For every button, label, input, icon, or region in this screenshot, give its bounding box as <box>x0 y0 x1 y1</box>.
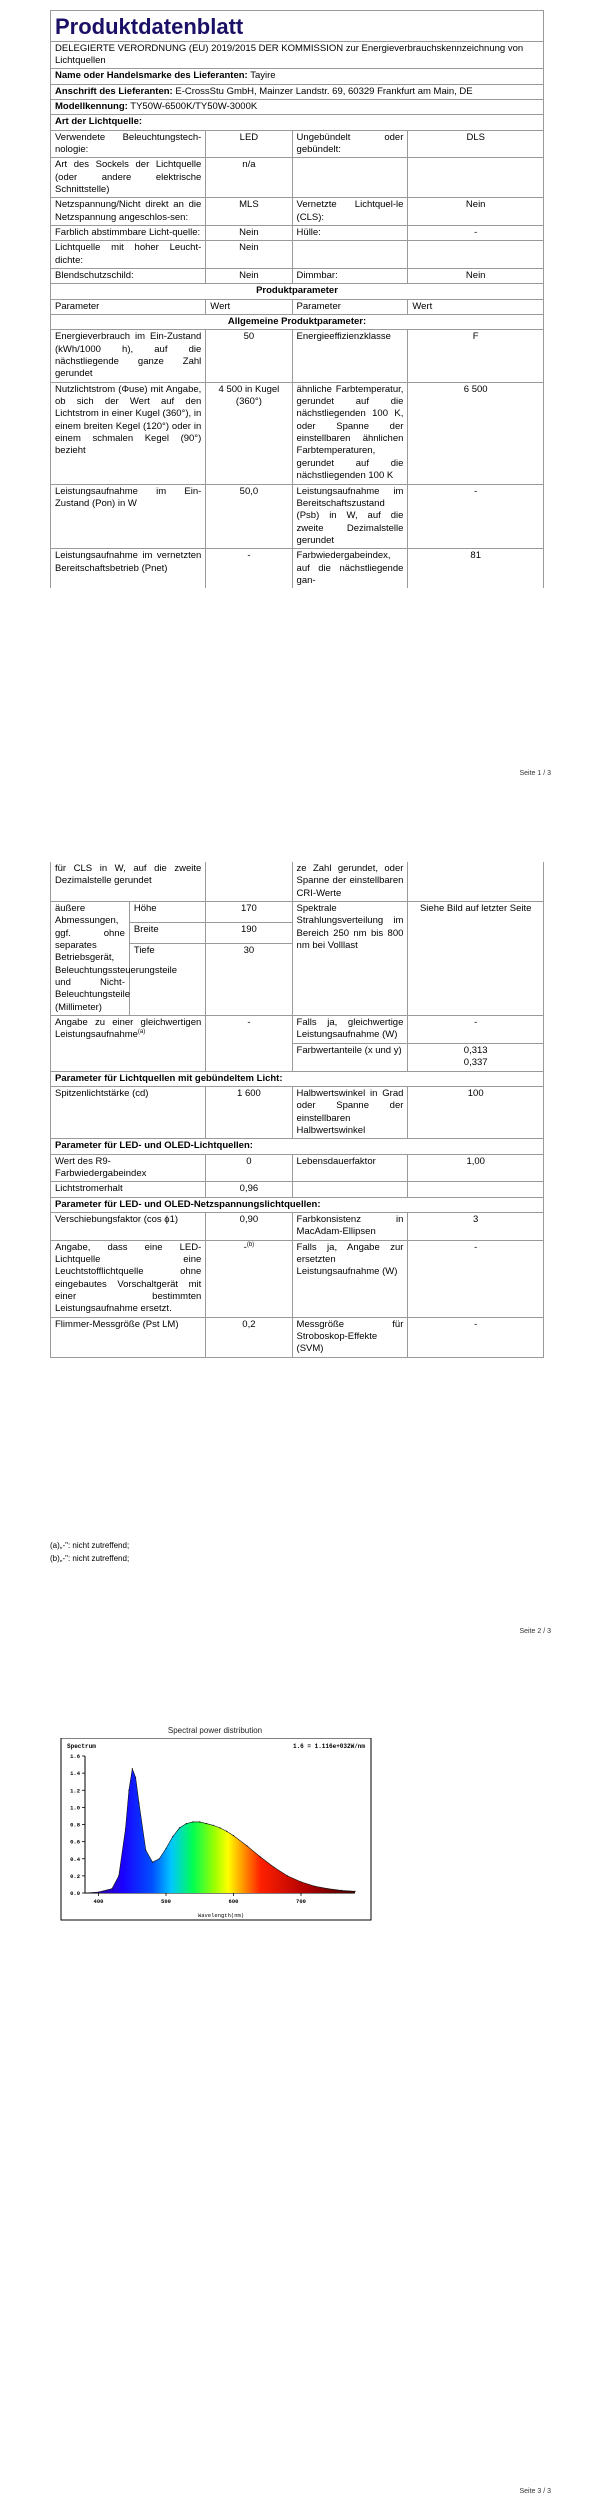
mains-value: MLS <box>206 198 292 226</box>
chart-title: Spectral power distribution <box>167 1726 263 1735</box>
cri-label-continued: ze Zahl gerundet, oder Spanne der einstellbaren CRI-Werte <box>292 862 408 902</box>
energy-consumption-value: 50 <box>206 330 292 382</box>
y-axis-title: Spectrum <box>67 1743 96 1750</box>
flicker-metric-value: 0,2 <box>206 1317 292 1357</box>
cri-label: Farbwiedergabeindex, auf die nächstliegende gan- <box>292 549 408 589</box>
energy-class-value: F <box>408 330 544 382</box>
energy-class-label: Energieeffizienzklasse <box>292 330 408 382</box>
fluorescent-replacement-label: Angabe, dass eine LED-Lichtquelle eine Leuchtstofflichtquelle ohne eingebautes Vorschaltgerät mit einer bestimmten Leistungsaufnahme ersetzt. <box>51 1240 206 1317</box>
lumen-maintenance-label: Lichtstromerhalt <box>51 1182 206 1197</box>
empty-cell <box>206 964 292 1016</box>
brand-row <box>51 69 544 84</box>
peak-intensity-label: Spitzenlichtstärke (cd) <box>51 1086 206 1138</box>
model-value: TY50W-6500K/TY50W-3000K <box>130 100 258 112</box>
useful-flux-label: Nutzlichtstrom (Φuse) mit Angabe, ob sich der Wert auf den Lichtstrom in einer Kugel (360°), in einem breiten Kegel (120°) oder in einem schmalen Kegel (90°) bezieht <box>51 382 206 484</box>
table-row <box>51 1182 544 1197</box>
table-header-row <box>51 299 544 314</box>
spectral-distribution-value: Siehe Bild auf letzter Seite <box>408 902 544 1016</box>
empty-cell <box>292 241 408 269</box>
product-parameters-heading: Produktparameter <box>51 284 544 299</box>
table-row <box>51 330 544 382</box>
spectral-distribution-label: Spektrale Strahlungsverteilung im Bereich 250 nm bis 800 nm bei Volllast <box>292 902 408 1016</box>
spectrum-point <box>159 1858 160 1859</box>
survival-factor-label: Lebensdauerfaktor <box>292 1154 408 1182</box>
chromaticity-x: 0,313 <box>463 1044 488 1056</box>
spectrum-point <box>226 1831 227 1832</box>
spectrum-point <box>172 1836 173 1837</box>
y-tick-label: 0.0 <box>70 1890 80 1897</box>
cri-value: 81 <box>408 549 544 589</box>
table-row <box>51 269 544 284</box>
spectrum-point <box>132 1768 133 1769</box>
spectrum-point <box>233 1835 234 1836</box>
spectrum-point <box>152 1862 153 1863</box>
table-row <box>51 1317 544 1357</box>
spectrum-point <box>145 1850 146 1851</box>
equivalent-power-watts-label: Falls ja, gleichwertige Leistungsaufnahme (W) <box>292 1016 408 1044</box>
table-row <box>51 862 544 902</box>
mains-label: Netzspannung/Nicht direkt an die Netzspannung angeschlos-sen: <box>51 198 206 226</box>
table-row <box>51 1212 544 1240</box>
page-number: Seite 1 / 3 <box>519 770 551 777</box>
beam-angle-label: Halbwertswinkel in Grad oder Spanne der einstellbaren Halbwertswinkel <box>292 1086 408 1138</box>
spectrum-point <box>287 1875 288 1876</box>
displacement-factor-label: Verschiebungsfaktor (cos ϕ1) <box>51 1212 206 1240</box>
column-header-parameter: Parameter <box>292 299 408 314</box>
y-tick-label: 0.6 <box>70 1838 80 1846</box>
spectrum-point <box>138 1803 139 1804</box>
column-header-value: Wert <box>408 299 544 314</box>
y-tick-label: 1.4 <box>70 1770 80 1778</box>
spectrum-point <box>219 1827 220 1828</box>
high-luminance-label: Lichtquelle mit hoher Leucht-dichte: <box>51 241 206 269</box>
model-row <box>51 99 544 114</box>
led-parameters-heading: Parameter für LED- und OLED-Lichtquellen: <box>51 1139 544 1154</box>
peak-intensity-value: 1 600 <box>206 1086 292 1138</box>
colour-tuneable-label: Farblich abstimmbare Licht-quelle: <box>51 225 206 240</box>
anti-glare-label: Blendschutzschild: <box>51 269 206 284</box>
fluorescent-replacement-text: - <box>243 1241 247 1253</box>
envelope-value: - <box>408 225 544 240</box>
r9-label: Wert des R9-Farbwiedergabeindex <box>51 1154 206 1182</box>
spectrum-point <box>118 1875 119 1876</box>
footnote-a: (a)„-": nicht zutreffend; <box>50 1541 130 1550</box>
cap-type-value: n/a <box>206 158 292 198</box>
table-row <box>51 484 544 549</box>
table-row <box>51 225 544 240</box>
standby-power-label: Leistungsaufnahme im Bereitschaftszustand (Psb) in W, auf die zweite Dezimalstelle gerundet <box>292 484 408 549</box>
width-label: Breite <box>129 922 205 943</box>
equivalent-power-text: Angabe zu einer gleichwertigen Leistungsaufnahme <box>55 1017 202 1041</box>
footnote-a-marker: (a) <box>137 1029 146 1036</box>
page-3 <box>0 1650 591 2510</box>
cct-label: ähnliche Farbtemperatur, gerundet auf die nächstliegenden 100 K, oder Spanne der einstellbaren ähnlichen Farbtemperaturen, gerundet auf die nächstliegenden 100 K <box>292 382 408 484</box>
spectrum-point <box>111 1888 112 1889</box>
x-tick-label: 400 <box>93 1898 104 1905</box>
stroboscopic-metric-label: Messgröße für Stroboskop-Effekte (SVM) <box>292 1317 408 1357</box>
depth-label: Tiefe <box>129 943 205 963</box>
x-tick-label: 500 <box>161 1898 171 1905</box>
empty-cell <box>292 158 408 198</box>
spectrum-point <box>199 1821 200 1822</box>
fluorescent-replacement-value <box>206 1240 292 1317</box>
table-row <box>51 1240 544 1317</box>
column-header-parameter: Parameter <box>51 299 206 314</box>
empty-cell <box>292 1182 408 1197</box>
page-2 <box>0 800 591 1650</box>
brand-label: Name oder Handelsmarke des Lieferanten: <box>55 70 248 82</box>
address-row <box>51 84 544 99</box>
chart-formula: 1.6 = 1.116e+032W/nm <box>292 1743 365 1750</box>
empty-cell <box>408 1182 544 1197</box>
height-value: 170 <box>206 902 292 923</box>
colour-tuneable-value: Nein <box>206 225 292 240</box>
spectrum-point <box>165 1848 166 1849</box>
width-value: 190 <box>206 922 292 943</box>
displacement-factor-value: 0,90 <box>206 1212 292 1240</box>
spectrum-point <box>179 1827 180 1828</box>
y-tick-label: 1.6 <box>70 1753 80 1760</box>
directional-value: DLS <box>408 130 544 158</box>
y-tick-label: 0.4 <box>70 1855 80 1863</box>
table-row <box>51 198 544 226</box>
column-header-value: Wert <box>206 299 292 314</box>
connected-label: Vernetzte Lichtquel-le (CLS): <box>292 198 408 226</box>
y-tick-label: 0.8 <box>70 1821 80 1829</box>
spectrum-point <box>300 1881 301 1882</box>
dimensions-label: äußere Abmessungen, ggf. ohne separates Betriebsgerät, Beleuchtungssteuerungsteile und Nicht-Beleuchtungsteile (Millimeter) <box>51 902 130 1016</box>
spectrum-point <box>135 1777 136 1778</box>
footnote-b: (b)„-": nicht zutreffend; <box>50 1553 130 1563</box>
directional-label: Ungebündelt oder gebündelt: <box>292 130 408 158</box>
networked-standby-value: - <box>206 549 292 589</box>
spectral-chart-svg <box>55 1738 375 1928</box>
spectrum-point <box>327 1888 328 1889</box>
table-row <box>51 902 544 923</box>
page-number: Seite 3 / 3 <box>519 2488 551 2495</box>
x-tick-label: 700 <box>296 1898 306 1905</box>
survival-factor-value: 1,00 <box>408 1154 544 1182</box>
empty-cell <box>408 241 544 269</box>
energy-consumption-label: Energieverbrauch im Ein-Zustand (kWh/1000 h), auf die nächstliegende ganze Zahl gerundet <box>51 330 206 382</box>
connected-value: Nein <box>408 198 544 226</box>
high-luminance-value: Nein <box>206 241 292 269</box>
flicker-metric-label: Flimmer-Messgröße (Pst LM) <box>51 1317 206 1357</box>
beam-angle-value: 100 <box>408 1086 544 1138</box>
address-value: E-CrossStu GmbH, Mainzer Landstr. 69, 60329 Frankfurt am Main, DE <box>175 85 473 97</box>
spectrum-point <box>128 1790 129 1791</box>
x-axis-label: Wavelength(nm) <box>197 1912 245 1919</box>
empty-cell <box>408 862 544 902</box>
datasheet-table-page-1 <box>50 10 544 588</box>
spectrum-point <box>246 1845 247 1846</box>
equivalent-power-label <box>51 1016 206 1071</box>
table-row <box>51 130 544 158</box>
replaced-power-value: - <box>408 1240 544 1317</box>
document-title: Produktdatenblatt <box>55 14 244 39</box>
networked-standby-label: Leistungsaufnahme im vernetzten Bereitschaftsbetrieb (Pnet) <box>51 549 206 589</box>
y-tick-label: 1.0 <box>70 1804 80 1812</box>
spectrum-point <box>125 1828 126 1829</box>
model-label: Modellkennung: <box>55 100 128 112</box>
spectrum-point <box>273 1867 274 1868</box>
lumen-maintenance-value: 0,96 <box>206 1182 292 1197</box>
spectrum-point <box>206 1823 207 1824</box>
networked-standby-label-continued: für CLS in W, auf die zweite Dezimalstelle gerundet <box>51 862 206 902</box>
table-row <box>51 1016 544 1044</box>
spectral-chart <box>55 1726 375 1926</box>
datasheet-table-page-2 <box>50 862 544 1358</box>
equivalent-power-watts-value: - <box>408 1016 544 1044</box>
standby-power-value: - <box>408 484 544 549</box>
table-row <box>51 241 544 269</box>
envelope-label: Hülle: <box>292 225 408 240</box>
brand-value: Tayire <box>250 70 276 82</box>
r9-value: 0 <box>206 1154 292 1182</box>
spectrum-point <box>186 1823 187 1824</box>
table-row <box>51 1086 544 1138</box>
y-tick-label: 1.2 <box>70 1787 80 1795</box>
useful-flux-value: 4 500 in Kugel (360°) <box>206 382 292 484</box>
spectrum-point <box>192 1821 193 1822</box>
on-mode-power-value: 50,0 <box>206 484 292 549</box>
regulation-subtitle: DELEGIERTE VERORDNUNG (EU) 2019/2015 DER KOMMISSION zur Energieverbrauchskennzeichnung von Lichtquellen <box>51 41 544 69</box>
lightsource-type-heading: Art der Lichtquelle: <box>51 115 544 130</box>
page-1 <box>0 0 591 800</box>
chromaticity-label: Farbwertanteile (x und y) <box>292 1043 408 1071</box>
table-row <box>51 382 544 484</box>
table-row <box>51 158 544 198</box>
colour-consistency-value: 3 <box>408 1212 544 1240</box>
directional-parameters-heading: Parameter für Lichtquellen mit gebündeltem Licht: <box>51 1071 544 1086</box>
lighting-technology-label: Verwendete Beleuchtungstech-nologie: <box>51 130 206 158</box>
spectrum-point <box>260 1856 261 1857</box>
lighting-technology-value: LED <box>206 130 292 158</box>
cap-type-label: Art des Sockels der Lichtquelle (oder andere elektrische Schnittstelle) <box>51 158 206 198</box>
table-row <box>51 1154 544 1182</box>
table-row <box>51 549 544 589</box>
dimmable-label: Dimmbar: <box>292 269 408 284</box>
y-tick-label: 0.2 <box>70 1872 80 1880</box>
colour-consistency-label: Farbkonsistenz in MacAdam-Ellipsen <box>292 1212 408 1240</box>
spectrum-point <box>354 1891 355 1892</box>
address-label: Anschrift des Lieferanten: <box>55 85 173 97</box>
spectrum-point <box>213 1825 214 1826</box>
height-label: Höhe <box>129 902 205 923</box>
x-tick-label: 600 <box>228 1898 239 1905</box>
spectrum-point <box>98 1892 99 1893</box>
spectrum-point <box>314 1886 315 1887</box>
chromaticity-y: 0,337 <box>463 1057 488 1069</box>
dimmable-value: Nein <box>408 269 544 284</box>
stroboscopic-metric-value: - <box>408 1317 544 1357</box>
mains-led-parameters-heading: Parameter für LED- und OLED-Netzspannungslichtquellen: <box>51 1197 544 1212</box>
replaced-power-label: Falls ja, Angabe zur ersetzten Leistungsaufnahme (W) <box>292 1240 408 1317</box>
empty-cell <box>408 158 544 198</box>
chromaticity-value <box>408 1043 544 1071</box>
anti-glare-value: Nein <box>206 269 292 284</box>
general-parameters-heading: Allgemeine Produktparameter: <box>51 315 544 330</box>
equivalent-power-value: - <box>206 1016 292 1071</box>
on-mode-power-label: Leistungsaufnahme im Ein-Zustand (Pon) in W <box>51 484 206 549</box>
empty-cell <box>206 862 292 902</box>
footnotes <box>50 1540 129 1566</box>
page-number: Seite 2 / 3 <box>519 1628 551 1635</box>
spectrum-point <box>341 1890 342 1891</box>
spectrum-point <box>84 1892 85 1893</box>
depth-value: 30 <box>206 943 292 963</box>
footnote-b-marker: (b) <box>246 1241 255 1248</box>
cct-value: 6 500 <box>408 382 544 484</box>
